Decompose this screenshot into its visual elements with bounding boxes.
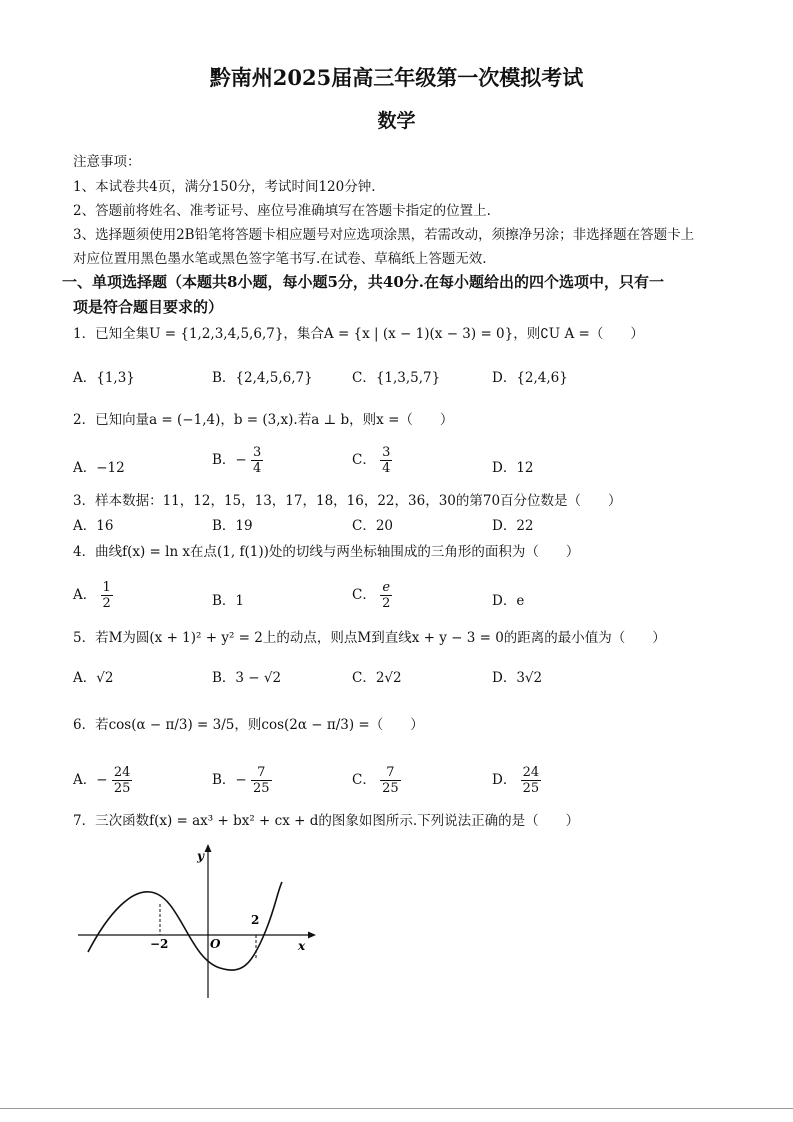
q6-option-c-denominator: 25: [382, 781, 399, 796]
notice-item-3: 3、选择题须使用2B铅笔将答题卡相应题号对应选项涂黑，若需改动，须擦净另涂；非选择题在答题卡上: [73, 227, 695, 243]
q2-option-b-label: B．−: [212, 452, 247, 468]
q2-option-d: D．12: [492, 460, 534, 476]
q6-option-d-fraction: [521, 765, 542, 796]
exam-title: 黔南州2025届高三年级第一次模拟考试: [209, 65, 584, 90]
q1-option-b: B．{2,4,5,6,7}: [212, 370, 313, 386]
q6-option-b-fraction: [251, 765, 272, 796]
q2-option-b-numerator: 3: [253, 445, 262, 460]
y-axis-arrow: [205, 844, 212, 852]
q5-option-c: C．2√2: [352, 670, 402, 686]
x-axis-label: x: [298, 939, 306, 953]
q5-option-a: A．√2: [73, 670, 114, 686]
q2-option-c-fraction: [380, 445, 392, 476]
q5-option-d: D．3√2: [492, 670, 543, 686]
q5-option-b: B．3 − √2: [212, 670, 282, 686]
q4-option-d: D．e: [492, 593, 525, 609]
q6-option-c-fraction: [380, 765, 401, 796]
q6-option-a-fraction: [112, 765, 133, 796]
q2-option-c-denominator: 4: [382, 461, 391, 476]
q6-option-d-label: D．: [492, 772, 517, 788]
q3-option-a: A．16: [73, 518, 114, 534]
tick-label-plus2: 2: [251, 913, 260, 927]
section-heading-line1: 一、单项选择题（本题共8小题，每小题5分，共40分.在每小题给出的四个选项中，只有一: [62, 273, 664, 291]
question-6-stem: 6．若cos(α − π/3) = 3/5，则cos(2α − π/3) =（ ）: [73, 717, 424, 733]
q6-option-a-denominator: 25: [113, 781, 131, 796]
question-3-stem: 3．样本数据：11，12，15，13，17，18，16，22，36，30的第70百分位数是（ ）: [73, 493, 622, 509]
q2-option-c-numerator: 3: [382, 445, 391, 460]
q4-option-c-label: C．: [352, 587, 376, 603]
q4-option-b: B．1: [212, 593, 245, 609]
q6-option-a-numerator: 24: [113, 765, 131, 780]
q2-option-c-label: C．: [352, 452, 376, 468]
question-4-stem: 4．曲线f(x) = ln x在点(1, f(1))处的切线与两坐标轴围成的三角形的面积为（ ）: [73, 544, 580, 560]
y-axis-label: y: [197, 849, 204, 863]
question-1-stem: 1．已知全集U = {1,2,3,4,5,6,7}，集合A = {x | (x − 1)(x − 3) = 0}，则∁U A =（ ）: [73, 326, 644, 342]
q4-option-c-denominator: 2: [382, 596, 391, 611]
q6-option-b-denominator: 25: [253, 781, 270, 796]
q2-option-b-fraction: [251, 445, 263, 476]
q2-option-a: A．−12: [73, 460, 125, 476]
q1-option-a: A．{1,3}: [73, 370, 135, 386]
q6-option-d-numerator: 24: [522, 765, 540, 780]
question-5-stem: 5．若M为圆(x + 1)² + y² = 2上的动点，则点M到直线x + y − 3 = 0的距离的最小值为（ ）: [73, 630, 666, 646]
q7-cubic-graph: [70, 840, 320, 1005]
q3-option-b: B．19: [212, 518, 253, 534]
q4-option-a-numerator: 1: [102, 580, 111, 595]
q4-option-c-fraction: [380, 580, 392, 611]
notice-item-1: 1、本试卷共4页，满分150分，考试时间120分钟.: [73, 179, 376, 195]
section-heading-line2: 项是符合题目要求的）: [73, 298, 224, 316]
tick-label-minus2: −2: [150, 937, 169, 951]
question-7-stem: 7．三次函数f(x) = ax³ + bx² + cx + d的图象如图所示.下列说法正确的是（ ）: [73, 813, 580, 829]
subject-title: 数学: [377, 110, 416, 132]
q6-option-c-label: C．: [352, 772, 376, 788]
q6-option-a-label: A．−: [73, 772, 108, 788]
q1-option-c: C．{1,3,5,7}: [352, 370, 441, 386]
x-axis-arrow: [308, 932, 316, 939]
q1-option-d: D．{2,4,6}: [492, 370, 568, 386]
q4-option-a-denominator: 2: [102, 596, 111, 611]
q3-option-d: D．22: [492, 518, 534, 534]
q2-option-b-denominator: 4: [253, 461, 262, 476]
q4-option-c-numerator: e: [380, 580, 392, 596]
q6-option-d: [492, 765, 541, 796]
q6-option-c: [352, 765, 401, 796]
q2-option-c: [352, 445, 392, 476]
q6-option-d-denominator: 25: [522, 781, 540, 796]
q4-option-a-fraction: [101, 580, 113, 611]
page-bottom-rule: [0, 1108, 793, 1109]
q4-option-a-label: A．: [73, 587, 97, 603]
q6-option-b: [212, 765, 272, 796]
notice-item-3-cont: 对应位置用黑色墨水笔或黑色签字笔书写.在试卷、草稿纸上答题无效.: [73, 251, 487, 267]
question-2-stem: 2．已知向量a = (−1,4)，b = (3,x).若a ⊥ b，则x =（ ）: [73, 412, 454, 428]
notice-heading: 注意事项：: [73, 154, 141, 170]
q6-option-a: [73, 765, 132, 796]
q4-option-c: [352, 580, 392, 611]
q6-option-c-numerator: 7: [380, 765, 401, 781]
q6-option-b-numerator: 7: [251, 765, 272, 781]
q6-option-b-label: B．−: [212, 772, 247, 788]
notice-item-2: 2、答题前将姓名、准考证号、座位号准确填写在答题卡指定的位置上.: [73, 203, 491, 219]
q4-option-a: [73, 580, 113, 611]
origin-label: O: [210, 937, 221, 951]
q3-option-c: C．20: [352, 518, 394, 534]
q2-option-b: [212, 445, 263, 476]
